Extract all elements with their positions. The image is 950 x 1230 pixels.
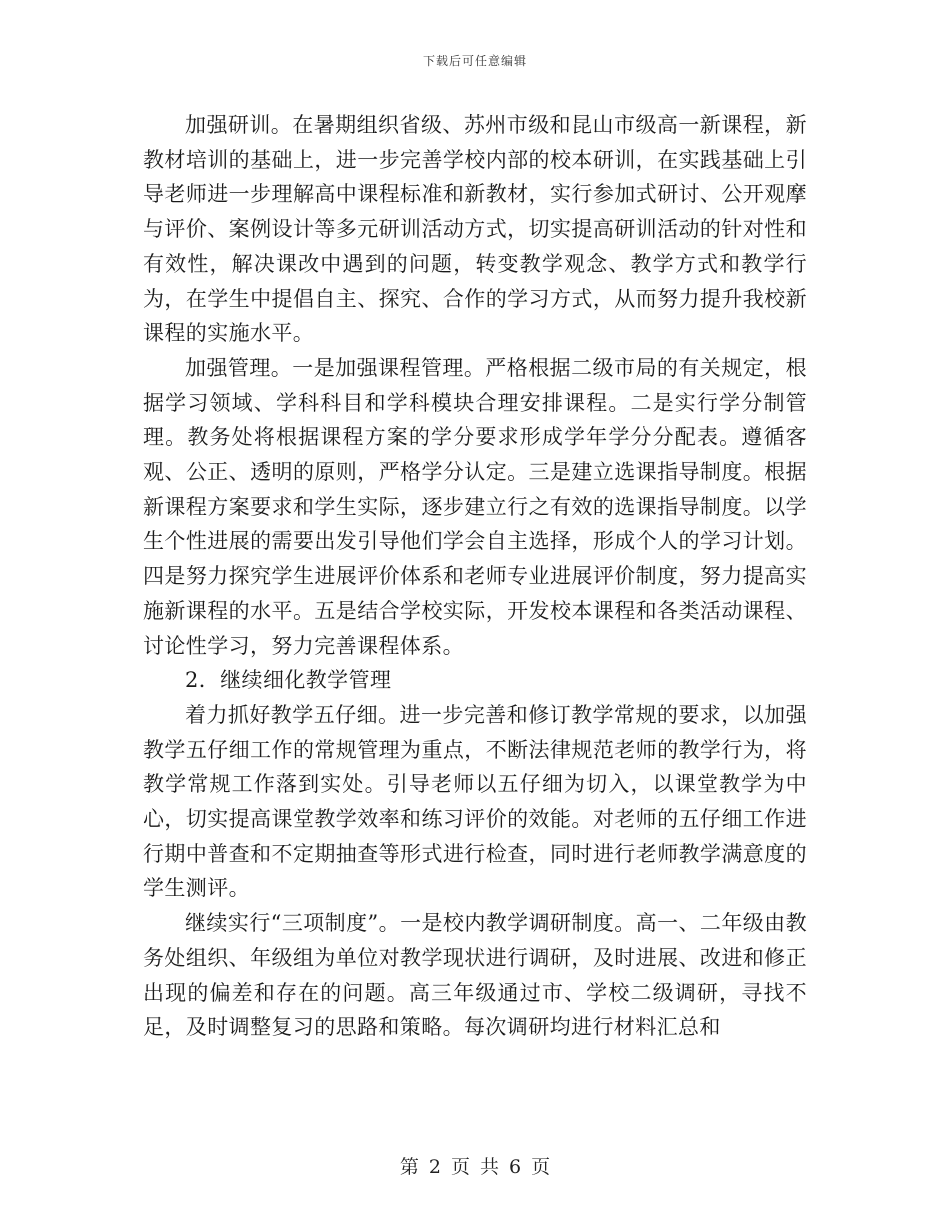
section-heading: 2．继续细化教学管理 [185,668,392,693]
paragraph-five-details: 着力抓好教学五仔细。进一步完善和修订教学常规的要求，以加强教学五仔细工作的常规管理为重点，不断法律规范老师的教学行为，将教学常规工作落到实处。引导老师以五仔细为切入，以课堂教学为中心，切实提高课堂教学效率和练习评价的效能。对老师的五仔细工作进行期中普查和不定期抽查等形式进行检查，同时进行老师教学满意度的学生测评。 [143,702,807,901]
paragraph-management: 加强管理。一是加强课程管理。严格根据二级市局的有关规定，根据学习领域、学科科目和学科模块合理安排课程。二是实行学分制管理。教务处将根据课程方案的学分要求形成学年学分分配表。遵循客观、公正、透明的原则，严格学分认定。三是建立选课指导制度。根据新课程方案要求和学生实际，逐步建立行之有效的选课指导制度。以学生个性进展的需要出发引导他们学会自主选择，形成个人的学习计划。四是努力探究学生进展评价体系和老师专业进展评价制度，努力提高实施新课程的水平。五是结合学校实际，开发校本课程和各类活动课程、讨论性学习，努力完善课程体系。 [143,355,807,658]
paragraph-three-systems: 继续实行“三项制度”。一是校内教学调研制度。高一、二年级由教务处组织、年级组为单位对教学现状进行调研，及时进展、改进和修正出现的偏差和存在的问题。高三年级通过市、学校二级调研，寻找不足，及时调整复习的思路和策略。每次调研均进行材料汇总和 [143,911,807,1040]
page-number-footer: 第 2 页 共 6 页 [399,1156,551,1178]
paragraph-research-training: 加强研训。在暑期组织省级、苏州市级和昆山市级高一新课程，新教材培训的基础上，进一步完善学校内部的校本研训，在实践基础上引导老师进一步理解高中课程标准和新教材，实行参加式研讨、公开观摩与评价、案例设计等多元研训活动方式，切实提高研训活动的针对性和有效性，解决课改中遇到的问题，转变教学观念、教学方式和教学行为，在学生中提倡自主、探究、合作的学习方式，从而努力提升我校新课程的实施水平。 [143,113,807,346]
document-body [143,108,807,1045]
page-header: 下载后可任意编辑 [422,54,527,68]
